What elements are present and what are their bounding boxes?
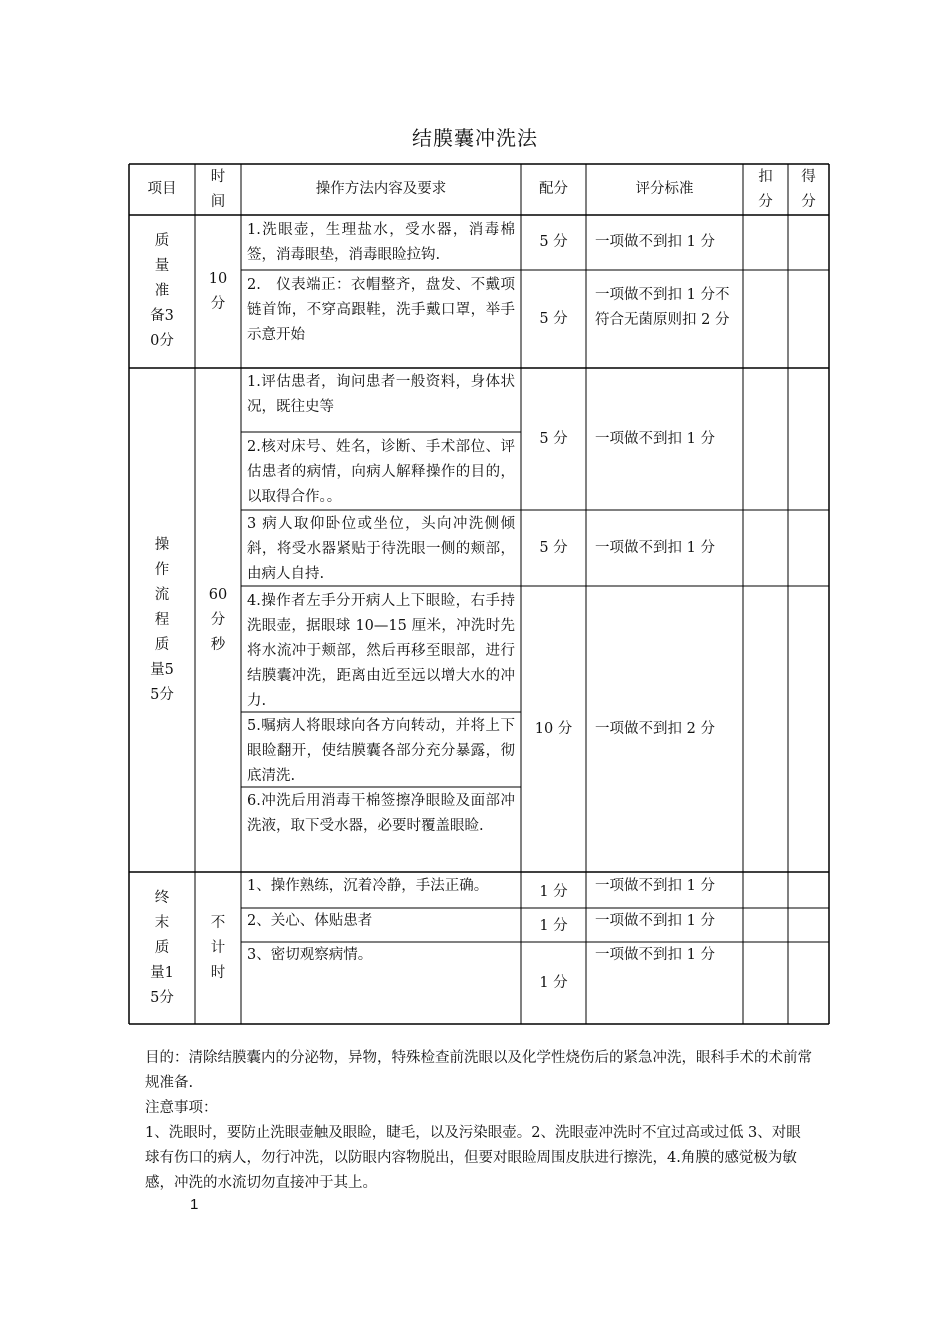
- section-time: 60分秒: [208, 586, 228, 653]
- method-text: 4.操作者左手分开病人上下眼睑，右手持洗眼壶，据眼球 10—15 厘米，冲洗时先将水流冲于颊部，然后再移至眼部，进行结膜囊冲洗，距离由近至远以增大水的冲力.: [247, 593, 515, 709]
- score-value: 5 分: [539, 539, 568, 556]
- page-title: 结膜囊冲洗法: [412, 126, 538, 150]
- score-value: 1 分: [539, 917, 568, 934]
- criteria-text: 一项做不到扣 1 分: [595, 947, 715, 963]
- method-text: 2. 仪表端正：衣帽整齐，盘发、不戴项链首饰，不穿高跟鞋，洗手戴口罩，举手示意开始: [247, 277, 515, 343]
- page-number: 1: [190, 1196, 199, 1213]
- criteria-text: 一项做不到扣 1 分不符合无菌原则扣 2 分: [595, 287, 730, 328]
- criteria-text: 一项做不到扣 1 分: [595, 539, 715, 556]
- score-value: 5 分: [539, 310, 568, 327]
- method-text: 1、操作熟练，沉着冷静，手法正确。: [247, 878, 489, 894]
- method-text: 2.核对床号、姓名，诊断、手术部位、评估患者的病情，向病人解释操作的目的，以取得合作。。: [247, 439, 515, 505]
- section-name: 操作流程质量55分: [150, 536, 174, 703]
- method-text: 3、密切观察病情。: [247, 947, 373, 963]
- criteria-text: 一项做不到扣 1 分: [595, 913, 715, 929]
- header-deduct: 扣分: [758, 168, 773, 210]
- header-method: 操作方法内容及要求: [315, 181, 447, 197]
- criteria-text: 一项做不到扣 1 分: [595, 878, 715, 894]
- criteria-text: 一项做不到扣 1 分: [595, 430, 715, 447]
- method-text: 3 病人取仰卧位或坐位，头向冲洗侧倾斜，将受水器紧贴于待洗眼一侧的颊部，由病人自持.: [247, 516, 515, 582]
- section-time: 10分: [208, 270, 228, 312]
- method-text: 2、关心、体贴患者: [247, 913, 373, 929]
- purpose-text: 目的：清除结膜囊内的分泌物，异物，特殊检查前洗眼以及化学性烧伤后的紧急冲洗，眼科手术的术前常规准备.: [145, 1050, 812, 1091]
- section-name: 质量准备30分: [150, 233, 174, 349]
- header-score: 配分: [539, 181, 568, 197]
- notes-title: 注意事项：: [145, 1100, 218, 1116]
- header-got: 得分: [801, 168, 816, 210]
- criteria-text: 一项做不到扣 2 分: [595, 720, 715, 737]
- score-value: 5 分: [539, 430, 568, 447]
- header-item: 项目: [147, 181, 177, 197]
- method-text: 1.评估患者，询问患者一般资料，身体状况，既往史等: [247, 374, 515, 415]
- score-value: 1 分: [539, 974, 568, 991]
- criteria-text: 一项做不到扣 1 分: [595, 234, 715, 250]
- notes-text: 1、洗眼时，要防止洗眼壶触及眼睑，睫毛，以及污染眼壶。2、洗眼壶冲洗时不宜过高或过低 3、对眼球有伤口的病人，勿行冲洗，以防眼内容物脱出，但要对眼睑周围皮肤进行擦洗，4.角膜的感觉极为敏感，冲洗的水流切勿直接冲于其上。: [145, 1125, 801, 1191]
- score-value: 5 分: [539, 234, 568, 250]
- method-text: 1.洗眼壶，生理盐水，受水器，消毒棉签，消毒眼垫，消毒眼睑拉钩.: [247, 222, 515, 263]
- header-criteria: 评分标准: [635, 181, 694, 197]
- section-name: 终末质量15分: [150, 889, 174, 1006]
- method-text: 5.嘱病人将眼球向各方向转动，并将上下眼睑翻开，使结膜囊各部分充分暴露，彻底清洗.: [247, 718, 515, 784]
- score-value: 1 分: [539, 883, 568, 900]
- method-text: 6.冲洗后用消毒干棉签擦净眼睑及面部冲洗液，取下受水器，必要时覆盖眼睑.: [247, 793, 515, 834]
- header-time: 时间: [210, 168, 226, 210]
- score-value: 10 分: [534, 720, 573, 737]
- section-time: 不计时: [210, 914, 226, 981]
